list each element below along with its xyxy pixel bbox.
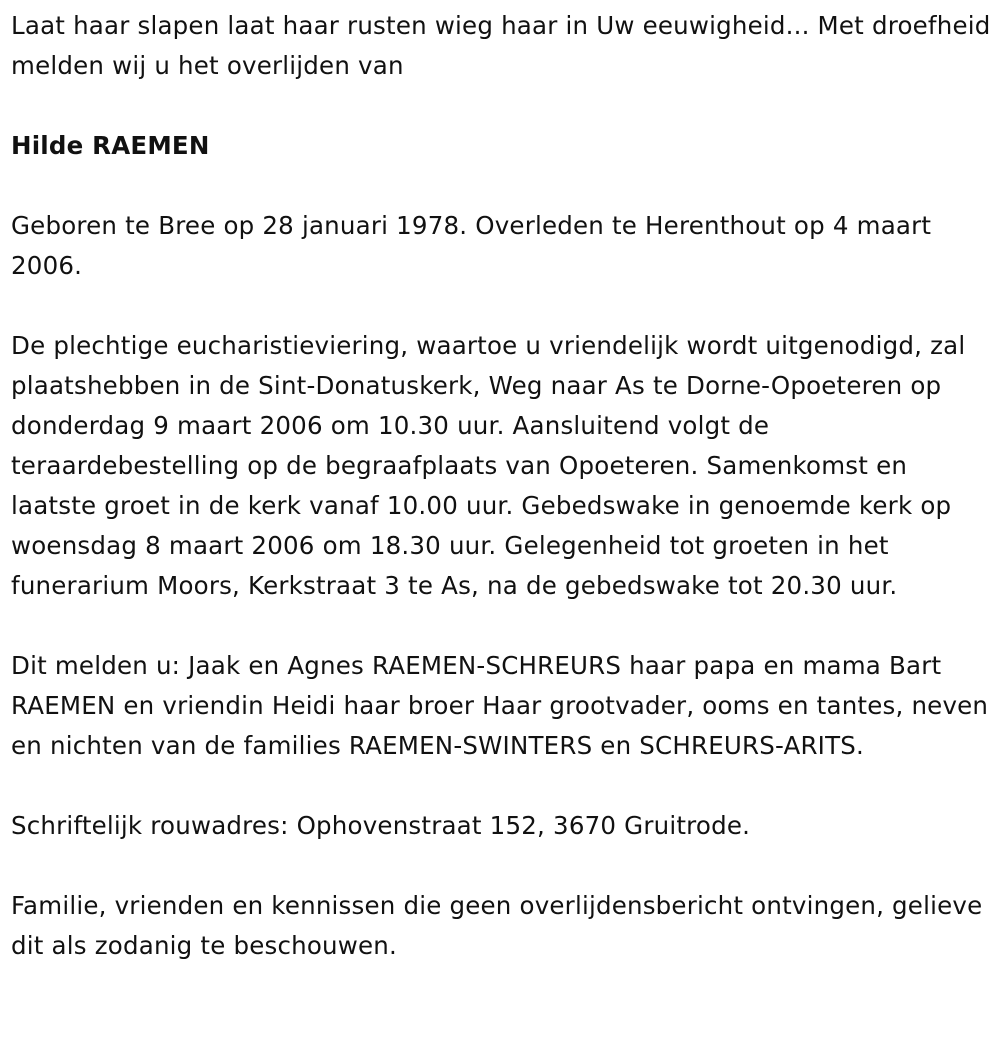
intro-paragraph: Laat haar slapen laat haar rusten wieg haar in Uw eeuwigheid... Met droefheid melden wij u het overlijden van: [11, 11, 991, 80]
ceremony-paragraph: De plechtige eucharistieviering, waartoe u vriendelijk wordt uitgenodigd, zal plaatshebben in de Sint-Donatuskerk, Weg naar As te Dorne-Opoeteren op donderdag 9 maart 2006 om 10.30 uur. Aansluitend volgt de teraardebestelling op de begraafplaats van Opoeteren. Samenkomst en laatste groet in de kerk vanaf 10.00 uur. Gebedswake in genoemde kerk op woensdag 8 maart 2006 om 18.30 uur. Gelegenheid tot groeten in het funerarium Moors, Kerkstraat 3 te As, na de gebedswake tot 20.30 uur.: [11, 331, 966, 600]
birth-death-paragraph: Geboren te Bree op 28 januari 1978. Overleden te Herenthout op 4 maart 2006.: [11, 211, 932, 280]
deceased-name: Hilde RAEMEN: [11, 131, 210, 160]
obituary-document: [11, 6, 991, 966]
announced-by-paragraph: Dit melden u: Jaak en Agnes RAEMEN-SCHREURS haar papa en mama Bart RAEMEN en vriendin Heidi haar broer Haar grootvader, ooms en tantes, neven en nichten van de families RAEMEN-SWINTERS en SCHREURS-ARITS.: [11, 651, 989, 760]
address-paragraph: Schriftelijk rouwadres: Ophovenstraat 152, 3670 Gruitrode.: [11, 811, 751, 840]
closing-paragraph: Familie, vrienden en kennissen die geen overlijdensbericht ontvingen, gelieve dit als zodanig te beschouwen.: [11, 891, 983, 960]
